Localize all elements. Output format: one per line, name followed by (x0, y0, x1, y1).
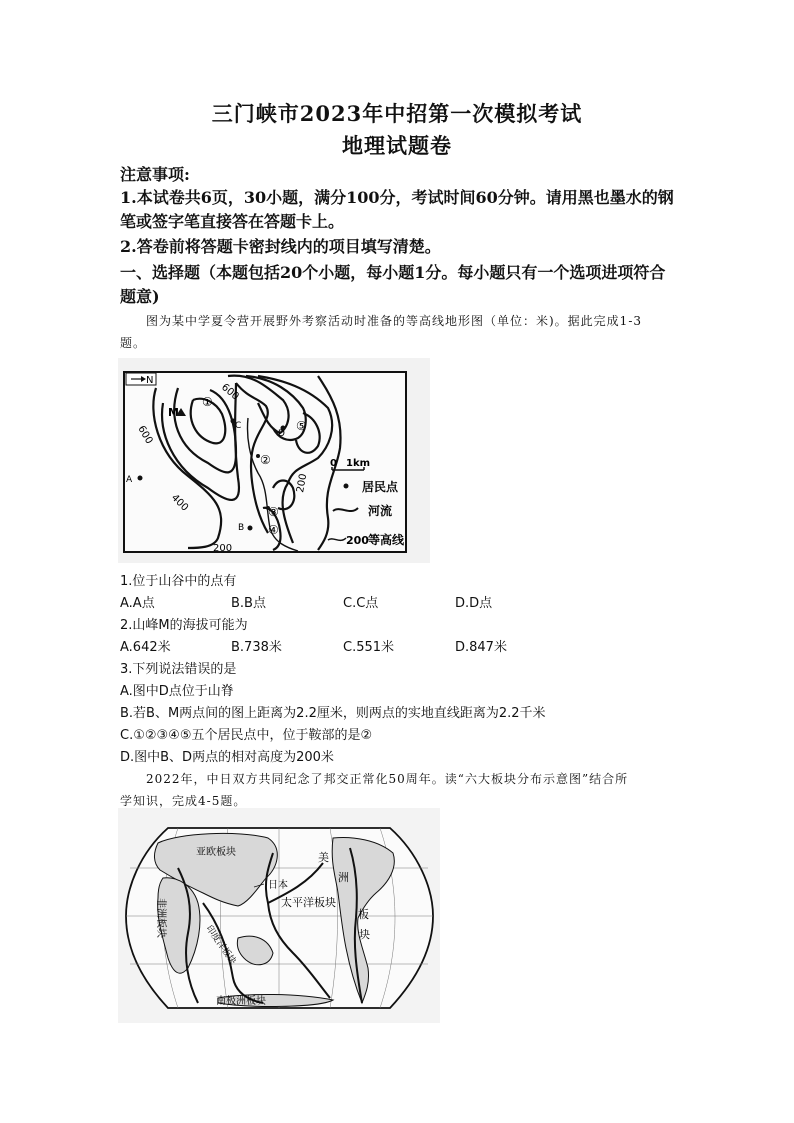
question-2-option-a[interactable]: A.642米 (120, 640, 171, 655)
intro-plates-line-a: 2022年，中日双方共同纪念了邦交正常化50周年。读“六大板块分布示意图”结合所 (146, 772, 629, 786)
point-a-label: A (126, 475, 133, 485)
contour-label: 600 (219, 381, 241, 403)
notice-item-2: 2.答卷前将答题卡密封线内的项目填写清楚。 (120, 237, 441, 256)
resident-5-label: ⑤ (296, 419, 307, 433)
notice-item-1-line-b: 笔或签字笔直接答在答题卡上。 (120, 212, 345, 231)
plate-map-figure (118, 808, 440, 1023)
section-heading (120, 261, 680, 309)
question-2-option-b[interactable]: B.738米 (231, 640, 282, 655)
question-1-stem: 1.位于山谷中的点有 (120, 574, 237, 589)
question-2-option-d[interactable]: D.847米 (455, 640, 507, 655)
label-eurasian-plate: 亚欧板块 (196, 847, 236, 858)
label-african-plate: 非洲板块 (155, 898, 166, 938)
question-3-option-a[interactable]: A.图中D点位于山脊 (120, 684, 234, 699)
intro-contour-line-a: 图为某中学夏令营开展野外考察活动时准备的等高线地形图（单位：米)。据此完成1-3 (146, 314, 643, 328)
scale-label: 1km (346, 458, 371, 469)
point-d-label: D (278, 429, 285, 439)
intro-plates (120, 768, 680, 812)
question-1-option-a[interactable]: A.A点 (120, 596, 155, 611)
intro-contour (120, 310, 680, 354)
label-japan: 日本 (268, 880, 288, 891)
point-a-dot (138, 476, 143, 481)
scale-zero: 0 (330, 458, 337, 469)
north-label: N (146, 375, 154, 386)
notice-heading: 注意事项: (120, 165, 190, 184)
question-2-option-c[interactable]: C.551米 (343, 640, 395, 655)
resident-4-label: ④ (268, 523, 279, 537)
point-b-label: B (238, 523, 245, 533)
question-2-stem: 2.山峰M的海拔可能为 (120, 618, 248, 633)
label-indian-plate: 印度洋板块 (203, 923, 238, 967)
notice-item-1 (120, 186, 680, 234)
point-b-dot (248, 526, 253, 531)
contour-label: 200 (295, 472, 310, 494)
label-pacific-plate: 太平洋板块 (281, 896, 336, 909)
notice-item-1-line-a: 1.本试卷共6页，30小题，满分100分，考试时间60分钟。请用黑也墨水的钢 (120, 188, 674, 207)
intro-plates-line-b: 学知识，完成4-5题。 (120, 794, 247, 808)
legend-resident-dot (344, 484, 349, 489)
point-c-label: C (235, 421, 242, 431)
contour-label: 200 (213, 543, 233, 554)
legend-river-label: 河流 (368, 504, 393, 518)
legend-contour-value: 200 (346, 534, 369, 547)
contour-label: 400 (168, 492, 191, 514)
legend-contour-label: 等高线 (368, 533, 405, 547)
peak-m-label: M (168, 406, 179, 419)
exam-subtitle: 地理试题卷 (342, 133, 452, 158)
label-america-1: 美 (318, 851, 329, 864)
question-1-option-d[interactable]: D.D点 (455, 596, 493, 611)
question-3-option-d[interactable]: D.图中B、D两点的相对高度为200米 (120, 750, 334, 765)
section-heading-line-a: 一、选择题（本题包括20个小题，每小题1分。每小题只有一个选项进项符合 (120, 263, 666, 282)
label-america-4: 块 (359, 928, 370, 941)
contour-label: 600 (135, 424, 155, 447)
resident-1-label: ① (202, 395, 213, 409)
question-3-option-c[interactable]: C.①②③④⑤五个居民点中，位于鞍部的是② (120, 728, 373, 743)
section-heading-line-b: 题意) (120, 287, 160, 306)
legend-resident-label: 居民点 (362, 480, 399, 494)
question-3-option-b[interactable]: B.若B、M两点间的图上距离为2.2厘米，则两点的实地直线距离为2.2千米 (120, 706, 546, 721)
resident-3-label: ③ (268, 505, 279, 519)
question-1-option-b[interactable]: B.B点 (231, 596, 266, 611)
question-1-option-c[interactable]: C.C点 (343, 596, 379, 611)
contour-map-figure (118, 358, 430, 563)
label-antarctic-plate: 南极洲板块 (216, 996, 266, 1007)
resident-2-label: ② (260, 453, 271, 467)
label-america-2: 洲 (338, 871, 349, 884)
label-america-3: 板 (358, 908, 369, 921)
north-arrow (126, 373, 156, 386)
intro-contour-line-b: 题。 (120, 336, 147, 350)
question-3-stem: 3.下列说法错误的是 (120, 662, 237, 677)
exam-title: 三门峡市2023年中招第一次模拟考试 (211, 101, 583, 126)
